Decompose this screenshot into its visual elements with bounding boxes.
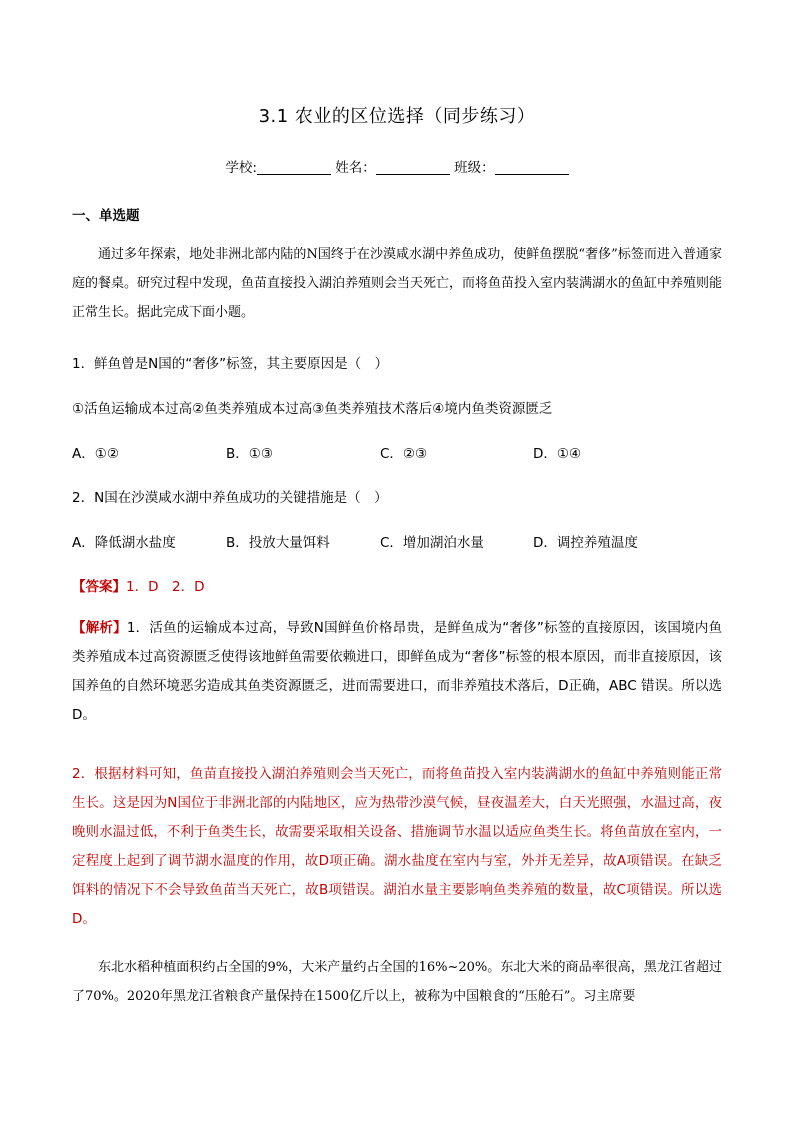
school-blank[interactable] bbox=[257, 160, 331, 175]
question-1-choices: ①活鱼运输成本过高②鱼类养殖成本过高③鱼类养殖技术落后④境内鱼类资源匮乏 bbox=[72, 401, 553, 417]
q2-option-a[interactable]: A．降低湖水盐度 bbox=[72, 535, 176, 551]
page-title: 3.1 农业的区位选择（同步练习） bbox=[258, 106, 536, 127]
q2-option-c[interactable]: C．增加湖泊水量 bbox=[380, 535, 484, 551]
analysis-tag: 【解析】 bbox=[72, 620, 127, 636]
student-info-line bbox=[0, 156, 794, 176]
answer-line bbox=[72, 575, 204, 595]
answer-text: 1．D 2．D bbox=[126, 579, 205, 595]
analysis-part-1 bbox=[72, 614, 722, 730]
analysis-part-2: 2．根据材料可知，鱼苗直接投入湖泊养殖则会当天死亡，而将鱼苗投入室内装满湖水的鱼缸中养殖则能正常生长。这是因为N国位于非洲北部的内陆地区，应为热带沙漠气候，昼夜温差大，白天光照强，水温过高，夜晚则水温过低，不利于鱼类生长，故需要采取相关设备、措施调节水温以适应鱼类生长。将鱼苗放在室内，一定程度上起到了调节湖水温度的作用，故D项正确。湖水盐度在室内与室，外并无差异，故A项错误。在缺乏饵料的情况下不会导致鱼苗当天死亡，故B项错误。湖泊水量主要影响鱼类养殖的数量，故C项错误。所以选D。 bbox=[72, 766, 722, 927]
q1-option-a[interactable]: A．①② bbox=[72, 446, 119, 462]
class-label: 班级： bbox=[454, 160, 495, 176]
q1-option-c[interactable]: C．②③ bbox=[380, 446, 428, 462]
q2-option-b[interactable]: B．投放大量饵料 bbox=[226, 535, 330, 551]
name-blank[interactable] bbox=[376, 160, 450, 175]
question-1-stem: 1．鲜鱼曾是N国的“奢侈”标签，其主要原因是（ ） bbox=[72, 356, 389, 372]
name-label: 姓名： bbox=[335, 160, 376, 176]
q1-option-d[interactable]: D．①④ bbox=[533, 446, 582, 462]
reading-passage-1: 通过多年探索，地处非洲北部内陆的N国终于在沙漠咸水湖中养鱼成功，使鲜鱼摆脱“奢侈”标签而进入普通家庭的餐桌。研究过程中发现，鱼苗直接投入湖泊养殖则会当天死亡，而将鱼苗投入室内装满湖水的鱼缸中养殖则能正常生长。据此完成下面小题。 bbox=[72, 247, 723, 320]
class-blank[interactable] bbox=[495, 160, 569, 175]
analysis-text-1: 1．活鱼的运输成本过高，导致N国鲜鱼价格昂贵，是鲜鱼成为“奢侈”标签的直接原因，该国境内鱼类养殖成本过高资源匮乏使得该地鲜鱼需要依赖进口，即鲜鱼成为“奢侈”标签的根本原因，而非直接原因，该国养鱼的自然环境恶劣造成其鱼类资源匮乏，进而需要进口，而非养殖技术落后，D正确，ABC 错误。所以选D。 bbox=[72, 620, 722, 723]
school-label: 学校: bbox=[225, 160, 257, 176]
q2-option-d[interactable]: D．调控养殖温度 bbox=[533, 535, 638, 551]
question-2-stem: 2．N国在沙漠咸水湖中养鱼成功的关键措施是（ ） bbox=[72, 490, 388, 506]
section-heading: 一、单选题 bbox=[72, 208, 140, 224]
reading-passage-2: 东北水稻种植面积约占全国的9%，大米产量约占全国的16%~20%。东北大米的商品率很高，黑龙江省超过了70%。2020年黑龙江省粮食产量保持在1500亿斤以上，被称为中国粮食的“压舱石”。习主席要 bbox=[72, 960, 722, 1004]
answer-tag: 【答案】 bbox=[72, 579, 126, 595]
q1-option-b[interactable]: B．①③ bbox=[226, 446, 273, 462]
